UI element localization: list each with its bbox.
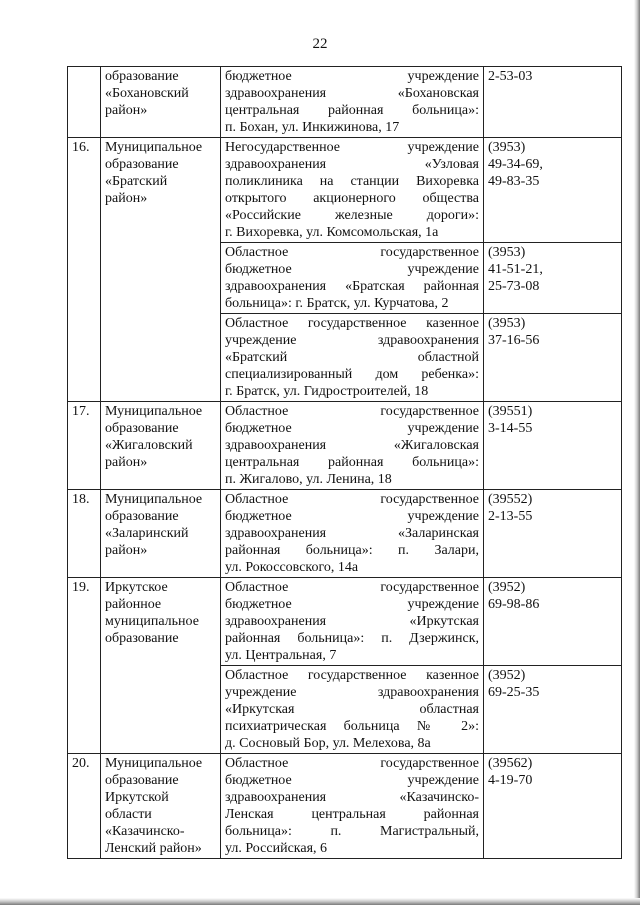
organization-line: «Иркутская областная	[225, 702, 479, 717]
organization-line: п. Бохан, ул. Инкижинова, 17	[225, 120, 400, 135]
municipality-line: район»	[105, 543, 148, 558]
phone-line: 37-16-56	[488, 333, 540, 348]
municipality-line: образование	[105, 631, 179, 646]
municipality-line: образование	[105, 157, 179, 172]
organization-line: здравоохранения «Заларинская	[225, 526, 479, 541]
table-row	[68, 578, 622, 666]
phone-line: (39562)	[488, 756, 533, 771]
municipality-line: районное	[105, 597, 162, 612]
municipality-line: Ленский район»	[105, 841, 202, 856]
organization-line: здравоохранения «Жигаловская	[225, 438, 479, 453]
organization-line: Областное государственное казенное	[225, 668, 479, 683]
organization-line: «Братский областной	[225, 350, 479, 365]
scan-edge-right	[634, 0, 640, 905]
organization-line: п. Жигалово, ул. Ленина, 18	[225, 472, 392, 487]
municipality-line: район»	[105, 191, 148, 206]
municipality-cell	[101, 138, 221, 402]
organization-line: Областное государственное	[225, 756, 479, 771]
phone-line: (39552)	[488, 492, 533, 507]
phone-cell	[484, 138, 622, 243]
scan-edge-bottom	[0, 898, 640, 905]
organization-line: ул. Центральная, 7	[225, 648, 337, 663]
phone-cell	[484, 243, 622, 314]
organization-line: поликлиника на станции Вихоревка	[225, 174, 479, 189]
phone-line: 69-25-35	[488, 685, 540, 700]
organization-cell	[221, 666, 484, 754]
table-row	[68, 754, 622, 859]
organization-line: здравоохранения «Братская районная	[225, 279, 479, 294]
row-number: 19.	[72, 580, 90, 595]
municipality-cell	[101, 402, 221, 490]
organization-line: бюджетное учреждение	[225, 773, 479, 788]
municipality-cell	[101, 67, 221, 138]
organization-line: здравоохранения «Бохановская	[225, 86, 479, 101]
municipality-line: образование	[105, 773, 179, 788]
phone-line: 2-53-03	[488, 69, 533, 84]
organization-cell	[221, 243, 484, 314]
municipality-line: «Жигаловский	[105, 438, 193, 453]
organization-line: д. Сосновый Бор, ул. Мелехова, 8а	[225, 736, 431, 751]
organization-cell	[221, 490, 484, 578]
organization-line: Областное государственное	[225, 245, 479, 260]
municipality-line: образование	[105, 421, 179, 436]
organization-line: г. Братск, ул. Гидростроителей, 18	[225, 384, 429, 399]
phone-line: (3952)	[488, 580, 526, 595]
row-number-cell	[68, 578, 101, 754]
municipality-line: образование	[105, 509, 179, 524]
phone-cell	[484, 578, 622, 666]
table-row	[68, 490, 622, 578]
row-number: 16.	[72, 140, 90, 155]
municipality-line: «Бохановский	[105, 86, 189, 101]
organization-line: г. Вихоревка, ул. Комсомольская, 1а	[225, 225, 439, 240]
organization-line: здравоохранения «Иркутская	[225, 614, 479, 629]
organization-line: Негосударственное учреждение	[225, 140, 479, 155]
table-row	[68, 402, 622, 490]
phone-line: 2-13-55	[488, 509, 533, 524]
row-number-cell	[68, 138, 101, 402]
organization-line: учреждение здравоохранения	[225, 685, 479, 700]
row-number-cell	[68, 402, 101, 490]
organizations-table	[67, 66, 622, 859]
page-number: 22	[312, 36, 328, 52]
organization-cell	[221, 402, 484, 490]
phone-line: 25-73-08	[488, 279, 540, 294]
phone-line: (3953)	[488, 316, 526, 331]
phone-cell	[484, 666, 622, 754]
municipality-line: Муниципальное	[105, 404, 203, 419]
row-number-cell	[68, 754, 101, 859]
organization-line: Областное государственное	[225, 492, 479, 507]
municipality-line: Иркутской	[105, 790, 169, 805]
organization-line: больница»: г. Братск, ул. Курчатова, 2	[225, 296, 449, 311]
municipality-line: Муниципальное	[105, 140, 203, 155]
municipality-line: «Братский	[105, 174, 168, 189]
phone-line: 69-98-86	[488, 597, 540, 612]
phone-cell	[484, 314, 622, 402]
organization-line: бюджетное учреждение	[225, 69, 479, 84]
phone-line: 49-34-69,	[488, 157, 543, 172]
phone-line: 49-83-35	[488, 174, 540, 189]
phone-line: (3953)	[488, 140, 526, 155]
organization-line: ул. Рокоссовского, 14а	[225, 560, 359, 575]
municipality-line: район»	[105, 103, 148, 118]
organization-cell	[221, 578, 484, 666]
organization-line: ул. Российская, 6	[225, 841, 328, 856]
organization-cell	[221, 314, 484, 402]
phone-line: (39551)	[488, 404, 533, 419]
municipality-cell	[101, 490, 221, 578]
table-body	[68, 67, 622, 859]
organization-line: бюджетное учреждение	[225, 421, 479, 436]
organization-line: центральная районная больница»:	[225, 455, 479, 470]
organization-line: Областное государственное	[225, 580, 479, 595]
municipality-cell	[101, 754, 221, 859]
organization-line: Областное государственное	[225, 404, 479, 419]
municipality-line: Муниципальное	[105, 756, 203, 771]
row-number-cell	[68, 67, 101, 138]
table-row	[68, 138, 622, 243]
organization-line: специализированный дом ребенка»:	[225, 367, 479, 382]
phone-line: (3952)	[488, 668, 526, 683]
municipality-line: образование	[105, 69, 179, 84]
municipality-line: Иркутское	[105, 580, 168, 595]
phone-line: (3953)	[488, 245, 526, 260]
organization-line: бюджетное учреждение	[225, 262, 479, 277]
table-row	[68, 67, 622, 138]
phone-line: 4-19-70	[488, 773, 533, 788]
organization-line: учреждение здравоохранения	[225, 333, 479, 348]
organization-line: здравоохранения «Казачинско-	[225, 790, 479, 805]
municipality-line: «Заларинский	[105, 526, 189, 541]
organization-line: бюджетное учреждение	[225, 597, 479, 612]
organization-line: районная больница»: п. Дзержинск,	[225, 631, 479, 646]
organization-line: Ленская центральная районная	[225, 807, 479, 822]
organization-line: центральная районная больница»:	[225, 103, 479, 118]
phone-cell	[484, 67, 622, 138]
municipality-line: муниципальное	[105, 614, 199, 629]
organization-cell	[221, 138, 484, 243]
municipality-cell	[101, 578, 221, 754]
organization-line: районная больница»: п. Залари,	[225, 543, 479, 558]
municipality-line: Муниципальное	[105, 492, 203, 507]
municipality-line: район»	[105, 455, 148, 470]
organization-line: бюджетное учреждение	[225, 509, 479, 524]
organization-cell	[221, 67, 484, 138]
municipality-line: «Казачинско-	[105, 824, 185, 839]
organization-line: «Российские железные дороги»:	[225, 208, 479, 223]
row-number-cell	[68, 490, 101, 578]
municipality-line: области	[105, 807, 152, 822]
phone-line: 3-14-55	[488, 421, 533, 436]
phone-cell	[484, 754, 622, 859]
organization-line: больница»: п. Магистральный,	[225, 824, 479, 839]
row-number: 18.	[72, 492, 90, 507]
organization-line: здравоохранения «Узловая	[225, 157, 479, 172]
organization-line: открытого акционерного общества	[225, 191, 479, 206]
phone-cell	[484, 490, 622, 578]
organization-line: Областное государственное казенное	[225, 316, 479, 331]
phone-line: 41-51-21,	[488, 262, 543, 277]
organization-line: психиатрическая больница № 2»:	[225, 719, 479, 734]
row-number: 17.	[72, 404, 90, 419]
phone-cell	[484, 402, 622, 490]
row-number: 20.	[72, 756, 90, 771]
organization-cell	[221, 754, 484, 859]
